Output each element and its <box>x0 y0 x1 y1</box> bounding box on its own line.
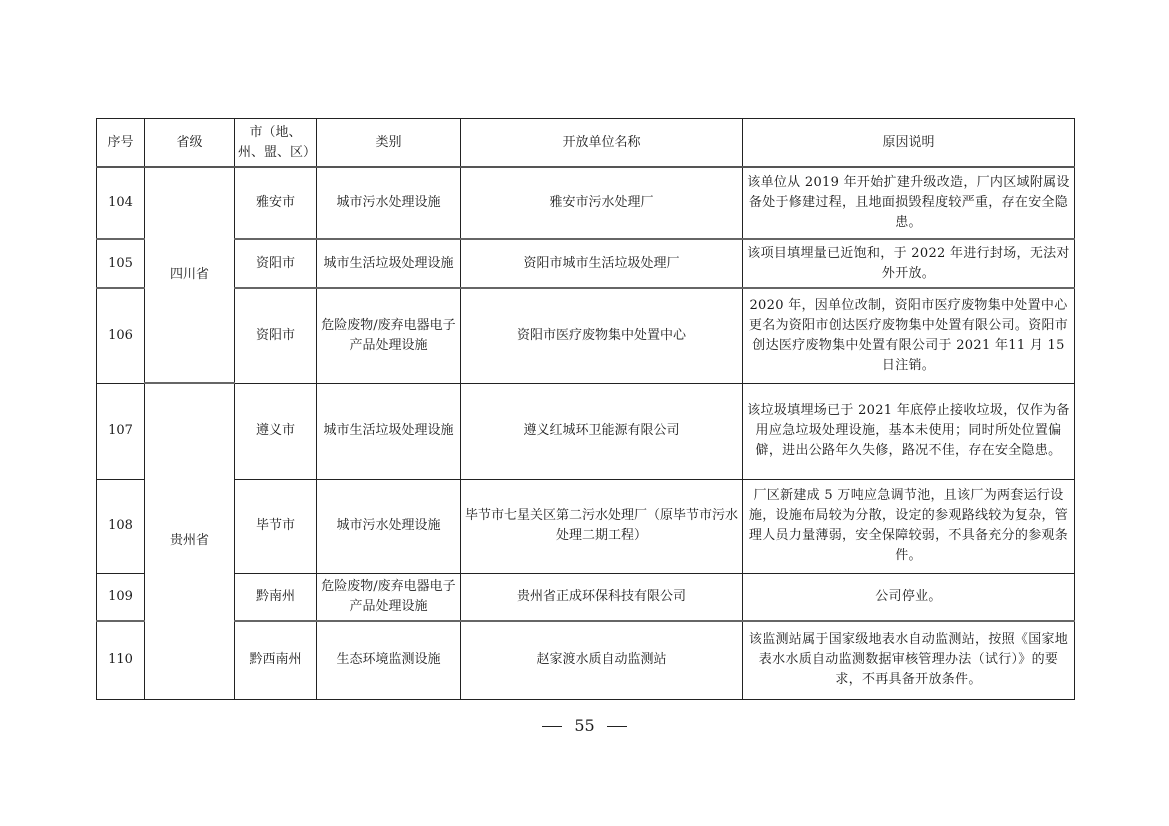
unit-name-cell: 毕节市七星关区第二污水处理厂（原毕节市污水处理二期工程） <box>461 479 743 573</box>
row-index: 107 <box>97 383 145 479</box>
table-row <box>97 239 1075 288</box>
province-cell: 四川省 <box>145 167 235 383</box>
unit-name-cell: 贵州省正成环保科技有限公司 <box>461 573 743 621</box>
table-row <box>97 621 1075 699</box>
row-index: 104 <box>97 167 145 239</box>
reason-cell: 该监测站属于国家级地表水自动监测站，按照《国家地表水水质自动监测数据审核管理办法（试行）》的要求，不再具备开放条件。 <box>743 621 1075 699</box>
city-cell: 资阳市 <box>235 288 317 383</box>
city-cell: 毕节市 <box>235 479 317 573</box>
footer-dash-left <box>542 726 562 727</box>
reason-cell: 2020 年，因单位改制，资阳市医疗废物集中处置中心更名为资阳市创达医疗废物集中处置有限公司。资阳市创达医疗废物集中处置有限公司于 2021 年11 月 15 日注销。 <box>743 288 1075 383</box>
province-cell: 贵州省 <box>145 383 235 699</box>
header-unit-name: 开放单位名称 <box>461 119 743 168</box>
header-province: 省级 <box>145 119 235 168</box>
category-cell: 危险废物/废弃电器电子产品处理设施 <box>317 573 461 621</box>
reason-cell: 该项目填埋量已近饱和，于 2022 年进行封场，无法对外开放。 <box>743 239 1075 288</box>
category-cell: 危险废物/废弃电器电子产品处理设施 <box>317 288 461 383</box>
category-cell: 城市生活垃圾处理设施 <box>317 239 461 288</box>
row-index: 105 <box>97 239 145 288</box>
facility-table <box>96 118 1075 700</box>
table-row <box>97 573 1075 621</box>
table-header-row <box>97 119 1075 168</box>
row-index: 109 <box>97 573 145 621</box>
unit-name-cell: 雅安市污水处理厂 <box>461 167 743 239</box>
header-city: 市（地、州、盟、区） <box>235 119 317 168</box>
header-category: 类别 <box>317 119 461 168</box>
table-row <box>97 288 1075 383</box>
reason-cell: 该单位从 2019 年开始扩建升级改造，厂内区域附属设备处于修建过程，且地面损毁程度较严重，存在安全隐患。 <box>743 167 1075 239</box>
city-cell: 遵义市 <box>235 383 317 479</box>
table-row <box>97 167 1075 239</box>
unit-name-cell: 赵家渡水质自动监测站 <box>461 621 743 699</box>
category-cell: 生态环境监测设施 <box>317 621 461 699</box>
row-index: 110 <box>97 621 145 699</box>
row-index: 108 <box>97 479 145 573</box>
city-cell: 黔南州 <box>235 573 317 621</box>
unit-name-cell: 遵义红城环卫能源有限公司 <box>461 383 743 479</box>
row-index: 106 <box>97 288 145 383</box>
footer-dash-right <box>607 726 627 727</box>
category-cell: 城市污水处理设施 <box>317 167 461 239</box>
table-row <box>97 383 1075 479</box>
city-cell: 雅安市 <box>235 167 317 239</box>
header-index: 序号 <box>97 119 145 168</box>
reason-cell: 厂区新建成 5 万吨应急调节池，且该厂为两套运行设施，设施布局较为分散，设定的参观路线较为复杂，管理人员力量薄弱，安全保障较弱，不具备充分的参观条件。 <box>743 479 1075 573</box>
category-cell: 城市污水处理设施 <box>317 479 461 573</box>
header-reason: 原因说明 <box>743 119 1075 168</box>
category-cell: 城市生活垃圾处理设施 <box>317 383 461 479</box>
unit-name-cell: 资阳市城市生活垃圾处理厂 <box>461 239 743 288</box>
table-row <box>97 479 1075 573</box>
unit-name-cell: 资阳市医疗废物集中处置中心 <box>461 288 743 383</box>
page-number: 55 <box>574 716 595 735</box>
city-cell: 黔西南州 <box>235 621 317 699</box>
reason-cell: 公司停业。 <box>743 573 1075 621</box>
page-footer <box>0 716 1169 735</box>
city-cell: 资阳市 <box>235 239 317 288</box>
reason-cell: 该垃圾填埋场已于 2021 年底停止接收垃圾，仅作为备用应急垃圾处理设施，基本未使用；同时所处位置偏僻，进出公路年久失修，路况不佳，存在安全隐患。 <box>743 383 1075 479</box>
